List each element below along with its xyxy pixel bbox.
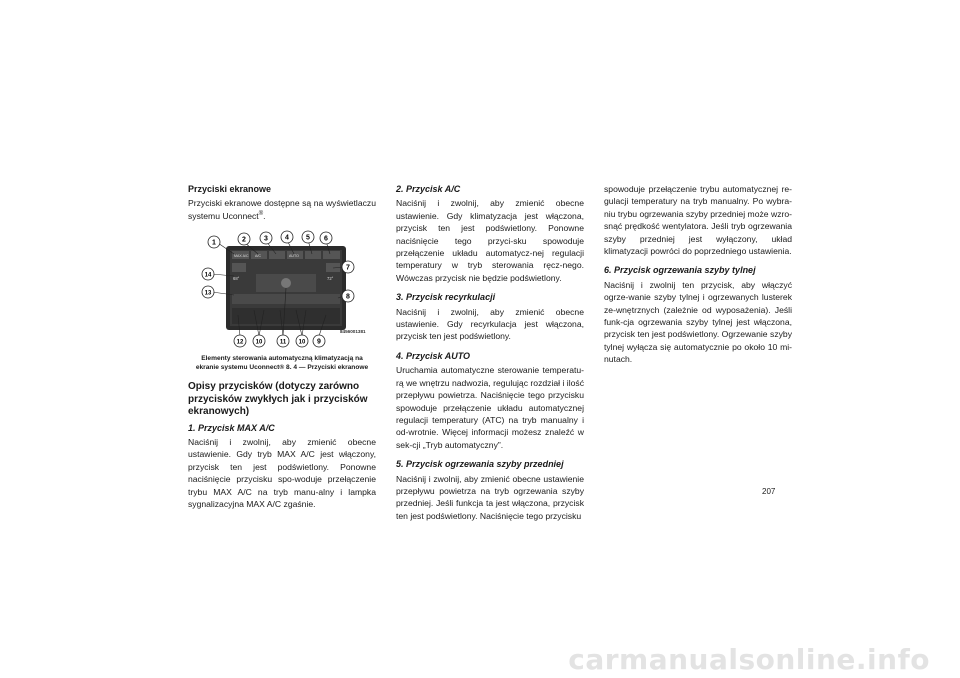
driver-temp-readout: 68° [233,276,240,282]
item-2-text: Naciśnij i zwolnij, aby zmienić obecne ustawienie. Gdy klimatyzacja jest włączona, przycisk ten jest podświetlony. Ponowne naciśnięcie tego przyci-sku spowoduje przełączenie układu automatycz-nej regulacji temperatury w tryb sterowania ręcz-nego. Wówczas przycisk nie będzie podświetlony. [396,198,584,283]
front-defrost-button [305,251,321,259]
passenger-temp-readout: 72° [327,276,334,282]
callout-1: 1 [212,239,216,247]
registered-mark: ® [258,210,264,217]
recirc-button [269,251,285,259]
callout-14: 14 [204,272,212,279]
callout-12: 12 [236,339,244,346]
column-right [604,183,792,366]
item-5-continued: spowoduje przełączenie trybu automatycznej re-gulacji temperatury na tryb manualny. Po wybra-niu trybu ogrzewania szyby przedniej może wzro-snąć prędkość wentylatora. Jeśli tryb ogrzewania szyby przedniej jest wyłączony, układ klimatyzacji powróci do poprzedniego ustawienia. [604,184,792,257]
screen-label-auto: AUTO [289,254,299,259]
page-number: 207 [762,487,776,496]
callout-8: 8 [346,293,350,301]
item-5-text: Naciśnij i zwolnij, aby zmienić obecne ustawienie przepływu powietrza na tryb ogrzewania szyby przedniej. Jeśli funkcja ta jest włączona, przycisk ten jest podświetlony. Naciśnięcie tego przycisku [396,473,584,521]
descriptions-heading: Opisy przycisków (dotyczy zarówno przycisków zwykłych jak i przycisków ekranowych) [188,381,368,418]
intro-paragraph [188,197,376,222]
callout-10-left: 10 [255,339,263,346]
figure-caption [188,355,376,372]
watermark [0,642,960,678]
section-heading: Przyciski ekranowe [188,184,272,194]
climate-control-figure [188,230,376,352]
column-left [188,183,376,510]
item-5-title: 5. Przycisk ogrzewania szyby przedniej [396,459,564,470]
item-2-title: 2. Przycisk A/C [396,184,461,194]
mode-row [232,294,340,304]
callout-3: 3 [264,235,268,243]
rear-defrost-button [323,251,340,259]
callout-11: 11 [279,339,287,346]
screen-label-ac: A/C [255,254,261,259]
watermark-text: carmanualsonline.info [568,643,930,676]
intro-text: Przyciski ekranowe dostępne są na wyświetlaczu systemu Uconnect [188,198,376,221]
item-4-text: Uruchamia automatyczne sterowanie temperatu-rą we wnętrzu nadwozia, regulując rozdział i ilość przepływu powietrza. Naciśnięcie tego przycisku spowoduje przełączenie układu automatycznej regulacji temperatury (ATC) na tryb manualny i od-wrotnie. Więcej informacji możesz znaleźć w sek-cji „Tryb automatyczny”. [396,365,584,450]
climate-screen-illustration [188,230,376,352]
item-6-title: 6. Przycisk ogrzewania szyby tylnej [604,265,756,276]
callout-2: 2 [242,236,246,244]
seat-heat-left [232,263,246,272]
caption-line-2: ekranie systemu Uconnect® 8. 4 — Przyciski ekranowe [195,363,369,371]
callout-10-right: 10 [298,339,306,346]
item-3-title: 3. Przycisk recyrkulacji [396,292,496,303]
item-3-text: Naciśnij i zwolnij, aby zmienić obecne ustawienie. Gdy recyrkulacja jest włączona, przycisk ten jest podświetlony. [396,306,584,342]
caption-line-1: Elementy sterowania automatyczną klimatyzacją na [201,355,363,363]
callout-7: 7 [346,264,350,272]
column-middle [396,183,584,522]
callout-5: 5 [306,234,310,242]
callout-6: 6 [324,235,328,243]
screen-label-max-ac: MAX A/C [234,254,249,259]
item-6-text: Naciśnij i zwolnij ten przycisk, aby włączyć ogrze-wanie szyby tylnej i ogrzewanych lusterek ze-wnętrznych (zależnie od wyposażenia). Jeśli funk-cja ogrzewania szyby tylnej jest włączona, przycisk ten jest podświetlony. Ogrzewanie szyby tylnej wyłącza się automatycznie po około 10 mi-nutach. [604,279,792,365]
item-4-title: 4. Przycisk AUTO [396,350,471,361]
callout-9: 9 [317,338,321,346]
callout-13: 13 [204,290,212,297]
figure-code: 8456001381 [340,329,366,335]
callout-4: 4 [285,234,289,242]
intro-end: . [263,210,266,221]
fan-icon [281,278,291,288]
item-1-text: Naciśnij i zwolnij, aby zmienić obecne ustawienie. Gdy tryb MAX A/C jest włączony, przycisk ten jest podświetlony. Ponowne naciśnięcie przycisku spo-woduje przełączenie trybu MAX A/C na tryb manu-alny i lampka sygnalizacyjna MAX A/C zgaśnie. [188,436,376,509]
item-1-title: 1. Przycisk MAX A/C [188,422,275,433]
